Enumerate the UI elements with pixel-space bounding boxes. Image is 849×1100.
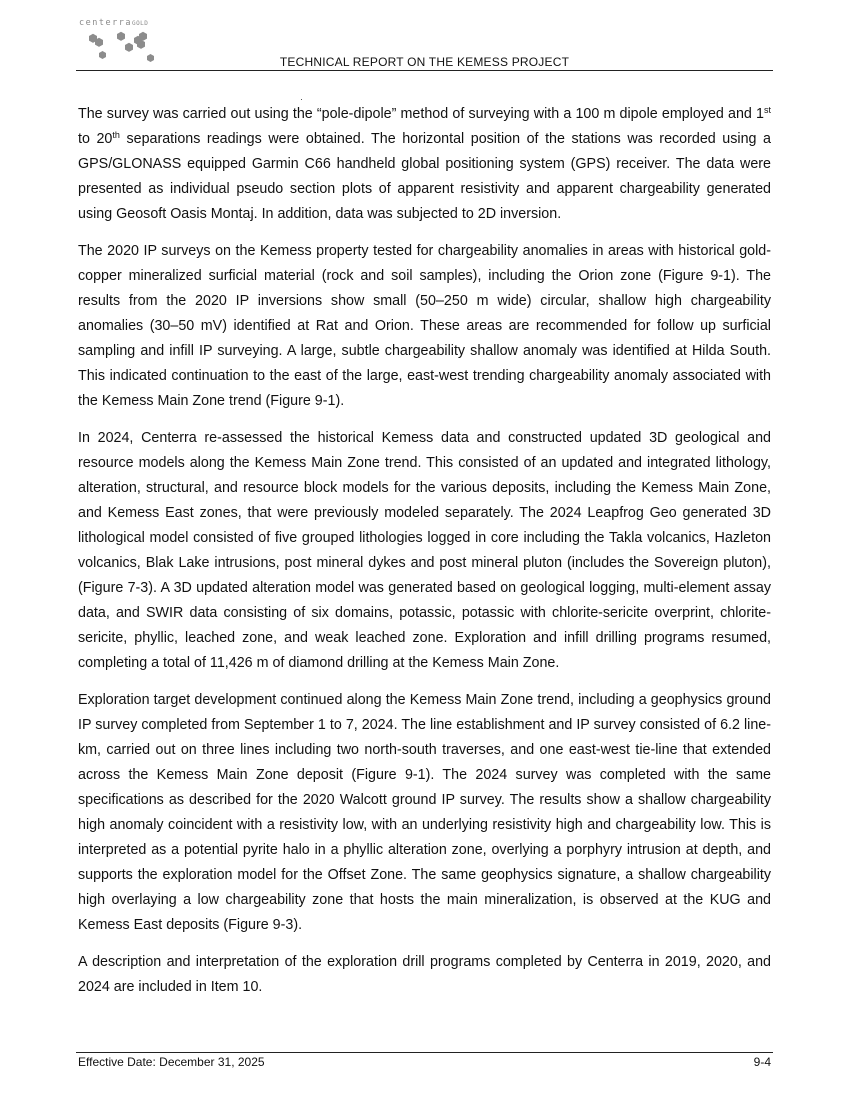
p1-sup-th: th <box>112 130 120 140</box>
paragraph-2020-ip-surveys: The 2020 IP surveys on the Kemess property tested for chargeability anomalies in areas with historical gold-copper mineralized surficial material (rock and soil samples), including the Orion zone (Figure 9-1). The results from the 2020 IP inversions show small (50–250 m wide) circular, shallow high chargeability anomalies (30–50 mV) identified at Rat and Orion. These areas are recommended for follow up surficial sampling and infill IP surveying. A large, subtle chargeability shallow anomaly was identified at Hilda South. This indicated continuation to the east of the large, east-west trending chargeability anomaly associated with the Kemess Main Zone trend (Figure 9-1). <box>78 243 771 409</box>
logo-wordmark <box>79 18 148 28</box>
report-header-title: TECHNICAL REPORT ON THE KEMESS PROJECT <box>279 55 570 69</box>
header-divider <box>76 70 773 71</box>
p1-text-a: The survey was carried out using the “pole-dipole” method of surveying with a 100 m dipole employed and 1 <box>78 106 764 122</box>
p1-text-c: separations readings were obtained. The horizontal position of the stations was recorded using a GPS/GLONASS equipped Garmin C66 handheld global positioning system (GPS) receiver. The data were presented as individual pseudo section plots of apparent resistivity and apparent chargeability generated using Geosoft Oasis Montaj. In addition, data was subjected to 2D inversion. <box>78 131 771 222</box>
paragraph-drill-programs: A description and interpretation of the exploration drill programs completed by Centerra in 2019, 2020, and 2024 are included in Item 10. <box>78 954 771 995</box>
footer-page-number: 9-4 <box>753 1055 771 1069</box>
paragraph-survey-method <box>78 102 771 227</box>
logo-wordmark-suffix: GOLD <box>131 20 149 27</box>
stray-mark <box>301 99 302 100</box>
report-body <box>78 102 771 1012</box>
paragraph-target-development: Exploration target development continued along the Kemess Main Zone trend, including a geophysics ground IP survey completed from September 1 to 7, 2024. The line establishment and IP survey consisted of 6.2 line-km, carried out on three lines including two north-south traverses, and one east-west tie-line that extended across the Kemess Main Zone deposit (Figure 9-1). The 2024 survey was completed with the same specifications as described for the 2020 Walcott ground IP survey. The results show a shallow chargeability high anomaly coincident with a resistivity low, with an underlying resistivity high and chargeability low. This is interpreted as a potential pyrite halo in a phyllic alteration zone, overlying a porphyry intrusion at depth, and supports the exploration model for the Offset Zone. The same geophysics signature, a shallow chargeability high overlaying a low chargeability zone that hosts the main mineralization, is observed at the KUG and Kemess East deposits (Figure 9-3). <box>78 692 771 933</box>
paragraph-2024-models: In 2024, Centerra re-assessed the historical Kemess data and constructed updated 3D geological and resource models along the Kemess Main Zone trend. This consisted of an updated and integrated lithology, alteration, structural, and resource block models for the various deposits, including the Kemess Main Zone, and Kemess East zones, that were previously modeled separately. The 2024 Leapfrog Geo generated 3D lithological model consisted of five grouped lithologies logged in core including the Takla volcanics, Hazleton volcanics, Blak Lake intrusions, post mineral dykes and post mineral pluton (includes the Sovereign pluton), (Figure 7-3). A 3D updated alteration model was generated based on geological logging, multi-element assay data, and SWIR data consisting of six domains, potassic, potassic with chlorite-sericite overprint, chlorite-sericite, phyllic, leached zone, and weak leached zone. Exploration and infill drilling programs resumed, completing a total of 11,426 m of diamond drilling at the Kemess Main Zone. <box>78 430 771 671</box>
p1-sup-st: st <box>763 105 771 115</box>
p1-text-b: to 20 <box>78 131 113 147</box>
logo-wordmark-text: centerra <box>79 18 132 28</box>
footer-divider <box>76 1052 773 1053</box>
footer-effective-date: Effective Date: December 31, 2025 <box>78 1055 265 1069</box>
